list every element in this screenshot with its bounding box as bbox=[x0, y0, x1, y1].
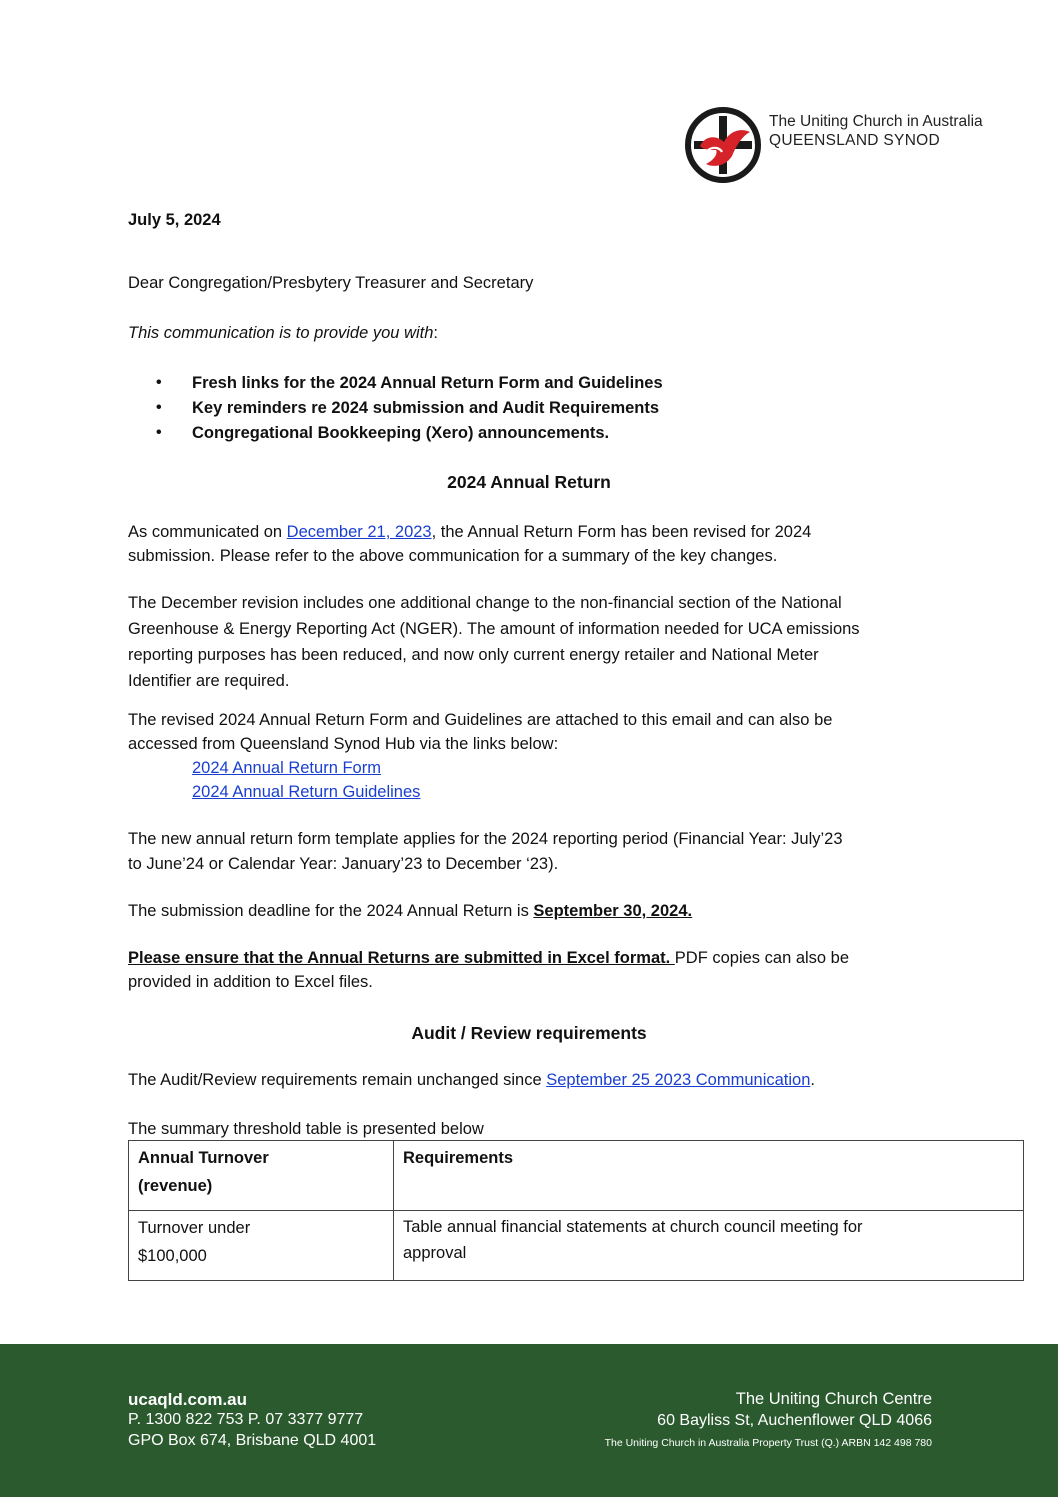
logo-line-2: QUEENSLAND SYNOD bbox=[769, 132, 941, 149]
deadline-line bbox=[128, 902, 692, 921]
footer-phones: P. 1300 822 753 P. 07 3377 9777 bbox=[128, 1411, 364, 1428]
excel-notice-line bbox=[128, 949, 849, 968]
intro-colon: : bbox=[433, 324, 438, 342]
footer-centre: The Uniting Church Centre bbox=[735, 1390, 932, 1408]
header-cell-text: Annual Turnover (revenue) bbox=[138, 1149, 269, 1195]
paragraph-line bbox=[128, 1071, 815, 1090]
text-span: , the Annual Return Form has been revised for 2024 bbox=[431, 523, 812, 541]
footer-postal: GPO Box 674, Brisbane QLD 4001 bbox=[128, 1432, 377, 1449]
section-heading-annual-return: 2024 Annual Return bbox=[447, 472, 611, 492]
table-cell bbox=[394, 1211, 1024, 1281]
threshold-table bbox=[128, 1140, 1024, 1281]
paragraph-line: reporting purposes has been reduced, and now only current energy retailer and National Meter bbox=[128, 646, 819, 664]
december-communication-link[interactable]: December 21, 2023 bbox=[286, 523, 432, 541]
bullet-text: Congregational Bookkeeping (Xero) announcements. bbox=[192, 424, 610, 442]
intro-line bbox=[128, 324, 438, 343]
letter-date: July 5, 2024 bbox=[128, 211, 221, 229]
table-header-row bbox=[129, 1141, 1024, 1211]
footer-website[interactable]: ucaqld.com.au bbox=[128, 1390, 248, 1409]
logo-line-1: The Uniting Church in Australia bbox=[769, 113, 983, 130]
cell-text: Turnover under $100,000 bbox=[138, 1219, 251, 1265]
paragraph-line: The December revision includes one additional change to the non-financial section of the National bbox=[128, 594, 842, 612]
text-span: The Audit/Review requirements remain unchanged since bbox=[128, 1071, 547, 1089]
paragraph-line: The new annual return form template applies for the 2024 reporting period (Financial Year: July’23 bbox=[128, 830, 843, 848]
text-span: PDF copies can also be bbox=[674, 949, 850, 967]
paragraph-line: Greenhouse & Energy Reporting Act (NGER). The amount of information needed for UCA emissions bbox=[128, 620, 860, 638]
paragraph-line: submission. Please refer to the above communication for a summary of the key changes. bbox=[128, 547, 778, 565]
table-caption: The summary threshold table is presented below bbox=[128, 1120, 484, 1138]
text-span: As communicated on bbox=[128, 523, 287, 541]
deadline-date: September 30, 2024. bbox=[533, 902, 693, 920]
text-span: . bbox=[810, 1071, 815, 1089]
annual-return-form-link[interactable]: 2024 Annual Return Form bbox=[192, 759, 381, 777]
september-communication-link[interactable]: September 25 2023 Communication bbox=[546, 1071, 811, 1089]
paragraph-line: accessed from Queensland Synod Hub via the links below: bbox=[128, 735, 559, 753]
header-requirements: Requirements bbox=[394, 1141, 1024, 1211]
table-row bbox=[129, 1211, 1024, 1281]
logo-text bbox=[769, 112, 983, 150]
excel-format-emphasis: Please ensure that the Annual Returns are submitted in Excel format. bbox=[128, 949, 675, 967]
footer bbox=[0, 1344, 1058, 1497]
text-span: The submission deadline for the 2024 Annual Return is bbox=[128, 902, 534, 920]
paragraph-line: to June’24 or Calendar Year: January’23 to December ‘23). bbox=[128, 855, 559, 873]
paragraph-line bbox=[128, 523, 811, 542]
paragraph-line: Identifier are required. bbox=[128, 672, 290, 690]
paragraph-line: The revised 2024 Annual Return Form and Guidelines are attached to this email and can also be bbox=[128, 711, 833, 729]
footer-trust: The Uniting Church in Australia Property Trust (Q.) ARBN 142 498 780 bbox=[604, 1437, 932, 1449]
salutation: Dear Congregation/Presbytery Treasurer and Secretary bbox=[128, 274, 534, 292]
bullet-text: Key reminders re 2024 submission and Audit Requirements bbox=[192, 399, 660, 417]
cell-text: Table annual financial statements at church council meeting for approval bbox=[403, 1218, 863, 1262]
annual-return-guidelines-link[interactable]: 2024 Annual Return Guidelines bbox=[192, 783, 421, 801]
paragraph-line: provided in addition to Excel files. bbox=[128, 973, 373, 991]
bullet-text: Fresh links for the 2024 Annual Return Form and Guidelines bbox=[192, 374, 663, 392]
footer-address: 60 Bayliss St, Auchenflower QLD 4066 bbox=[657, 1412, 932, 1429]
section-heading-audit-review: Audit / Review requirements bbox=[411, 1023, 647, 1043]
table-cell bbox=[129, 1211, 394, 1281]
intro-text: This communication is to provide you with bbox=[128, 324, 434, 342]
uniting-church-logo-icon bbox=[684, 106, 762, 184]
header-annual-turnover bbox=[129, 1141, 394, 1211]
